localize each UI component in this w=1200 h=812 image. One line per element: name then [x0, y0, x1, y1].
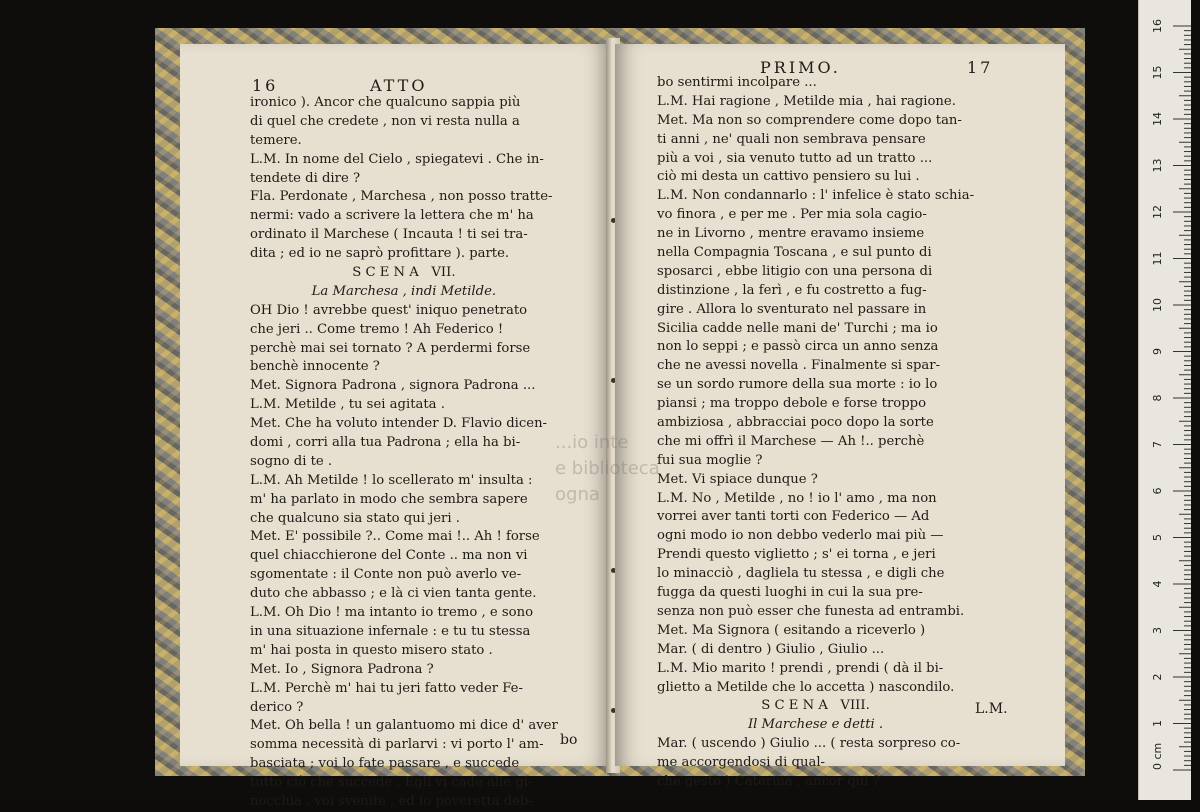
text-line: temere. [250, 132, 302, 148]
text-line: m' ha parlato in modo che sembra sapere [250, 491, 528, 507]
text-line: ti anni , ne' quali non sembrava pensare [657, 131, 926, 147]
watermark-line: e biblioteca [555, 458, 660, 479]
ruler-label: 9 [1151, 348, 1164, 355]
text-line: Met. Oh bella ! un galantuomo mi dice d' aver [250, 718, 558, 734]
text-line: ciò mi desta un cattivo pensiero su lui . [657, 169, 920, 185]
text-line: ordinato il Marchese ( Incauta ! ti sei tra- [250, 227, 528, 243]
text-line: S C E N A VIII. [761, 698, 870, 714]
text-line: Mar. ( uscendo ) Giulio ... ( resta sorpreso co- [657, 736, 961, 752]
measurement-ruler [1138, 0, 1191, 800]
text-line: L.M. In nome del Cielo , spiegatevi . Che in- [250, 151, 544, 167]
text-line: che gesto ) Caterina , ancor qui ? [657, 773, 880, 789]
text-line: L.M. No , Metilde , no ! io l' amo , ma non [657, 490, 937, 506]
text-line: nocchia , voi svenite , ed io poveretta deb- [250, 793, 533, 809]
ruler-label: 2 [1151, 673, 1164, 681]
text-line: fugga da questi luoghi in cui la sua pre- [657, 585, 923, 601]
text-line: L.M. Oh Dio ! ma intanto io tremo , e sono [250, 605, 534, 621]
text-line: domi , corri alla tua Padrona ; ella ha bi- [250, 435, 521, 451]
text-line: non lo seppi ; e passò circa un anno senza [657, 339, 939, 355]
ruler-label: 14 [1151, 112, 1164, 126]
text-line: Sicilia cadde nelle mani de' Turchi ; ma io [657, 320, 938, 336]
ruler-label: 16 [1151, 19, 1164, 33]
text-line: lo minacciò , dagliela tu stessa , e digli che [657, 566, 945, 582]
ruler-label: 10 [1151, 298, 1164, 312]
text-line: Fla. Perdonate , Marchesa , non posso tratte- [250, 189, 553, 205]
right-catchword: L.M. [975, 701, 1008, 717]
text-line: S C E N A VII. [352, 265, 456, 281]
text-line: fui sua moglie ? [657, 452, 763, 468]
text-line: L.M. Ah Metilde ! lo scellerato m' insulta : [250, 472, 533, 488]
ruler-label: 7 [1151, 441, 1164, 448]
text-line: vorrei aver tanti torti con Federico — Ad [657, 509, 930, 525]
text-line: ne in Livorno , mentre eravamo insieme [657, 226, 925, 242]
text-line: derico ? [250, 699, 304, 715]
text-line: bo sentirmi incolpare ... [657, 75, 817, 90]
left-page-text [250, 94, 558, 812]
text-line: se un sordo rumore della sua morte : io lo [657, 377, 938, 393]
text-line: L.M. Hai ragione , Metilde mia , hai ragione. [657, 93, 956, 109]
text-line: Mar. ( di dentro ) Giulio , Giulio ... [657, 641, 885, 657]
text-line: ogni modo io non debbo vederlo mai più — [657, 528, 944, 544]
text-line: di quel che credete , non vi resta nulla a [250, 113, 520, 129]
ruler-label: 3 [1151, 627, 1164, 634]
text-line: sposarci , ebbe litigio con una persona di [657, 263, 933, 279]
text-line: basciata ; voi lo fate passare , e succede [250, 756, 520, 772]
ruler-label: 6 [1151, 487, 1164, 495]
ruler-label: 8 [1151, 394, 1164, 402]
text-line: sogno di te . [250, 453, 333, 469]
text-line: perchè mai sei tornato ? A perdermi forse [250, 340, 531, 356]
watermark [555, 430, 660, 508]
right-page-text [657, 74, 974, 792]
text-line: vo finora , e per me . Per mia sola cagio- [657, 207, 927, 223]
text-line: ironico ). Ancor che qualcuno sappia più [250, 95, 521, 110]
text-line: Met. Ma Signora ( esitando a riceverlo ) [657, 622, 926, 638]
text-line: Met. E' possibile ?.. Come mai !.. Ah ! forse [250, 529, 540, 545]
text-line: senza non può esser che funesta ad entrambi. [657, 603, 965, 619]
text-line: Met. Vi spiace dunque ? [657, 471, 818, 487]
text-line: Met. Io , Signora Padrona ? [250, 661, 434, 677]
text-line: OH Dio ! avrebbe quest' iniquo penetrato [250, 302, 528, 318]
text-line: nermi: vado a scrivere la lettera che m' ha [250, 208, 534, 224]
ruler-label: 13 [1151, 158, 1164, 173]
ruler-scale [1139, 0, 1191, 800]
ruler-label: 12 [1151, 205, 1164, 219]
text-line: Met. Che ha voluto intender D. Flavio dicen- [250, 416, 548, 432]
text-line: La Marchesa , indi Metilde. [311, 283, 497, 299]
text-line: ambiziosa , abbracciai poco dopo la sorte [657, 415, 934, 431]
text-line: piansi ; ma troppo debole e forse troppo [657, 396, 927, 412]
text-line: glietto a Metilde che lo accetta ) nascondilo. [657, 679, 955, 695]
text-line: me accorgendosi di qual- [657, 755, 825, 771]
text-line: tendete di dire ? [250, 170, 361, 186]
text-line: che jeri .. Come tremo ! Ah Federico ! [250, 321, 504, 337]
text-line: L.M. Perchè m' hai tu jeri fatto veder Fe- [250, 680, 523, 696]
text-line: che mi offrì il Marchese — Ah !.. perchè [657, 433, 925, 449]
text-line: distinzione , la ferì , e fu costretto a fug- [657, 282, 927, 298]
text-line: quel chiacchierone del Conte .. ma non vi [250, 548, 528, 564]
text-line: L.M. Mio marito ! prendi , prendi ( dà il bi- [657, 660, 944, 676]
right-page-number: 17 [967, 58, 994, 77]
right-running-head: PRIMO. [760, 58, 841, 77]
text-line: Met. Signora Padrona , signora Padrona ... [250, 378, 536, 394]
ruler-label: 0 cm [1151, 742, 1164, 770]
ruler-label: 11 [1151, 251, 1164, 266]
text-line: Met. Ma non so comprendere come dopo tan- [657, 112, 962, 128]
text-line: che ne avessi novella . Finalmente si spar- [657, 358, 941, 374]
ruler-label: 4 [1151, 580, 1164, 588]
text-line: nella Compagnia Toscana , e sul punto di [657, 245, 932, 261]
text-line: più a voi , sia venuto tutto ad un tratto ... [657, 150, 933, 166]
text-line: tutto ciò che succede . Egli vi cade alle gi- [250, 775, 533, 791]
text-line: L.M. Non condannarlo : l' infelice è stato schia- [657, 188, 975, 204]
text-line: gire . Allora lo sventurato nel passare in [657, 301, 927, 317]
text-line: benchè innocente ? [250, 359, 380, 375]
text-line: m' hai posta in questo misero stato . [250, 642, 493, 658]
left-catchword: bo [560, 732, 578, 748]
left-page [180, 44, 610, 809]
watermark-line: ogna [555, 484, 600, 505]
text-line: in una situazione infernale : e tu tu stessa [250, 623, 531, 639]
ruler-label: 1 [1151, 720, 1164, 727]
text-line: L.M. Metilde , tu sei agitata . [250, 397, 445, 413]
text-line: sgomentate : il Conte non può averlo ve- [250, 567, 522, 583]
text-line: duto che abbasso ; e là ci vien tanta gente. [250, 586, 537, 602]
text-line: Prendi questo viglietto ; s' ei torna , e jeri [657, 547, 936, 563]
watermark-line: ...io inte [555, 432, 629, 453]
text-line: dita ; ed io ne saprò profittare ). parte. [250, 246, 510, 262]
left-running-head: ATTO [370, 76, 428, 95]
text-line: somma necessità di parlarvi : vi porto l' am- [250, 737, 544, 753]
text-line: Il Marchese e detti . [747, 717, 884, 733]
ruler-label: 5 [1151, 534, 1164, 541]
ruler-label: 15 [1151, 65, 1164, 80]
left-page-number: 16 [252, 76, 279, 95]
text-line: che qualcuno sia stato qui jeri . [250, 510, 460, 526]
right-page [615, 44, 1065, 789]
